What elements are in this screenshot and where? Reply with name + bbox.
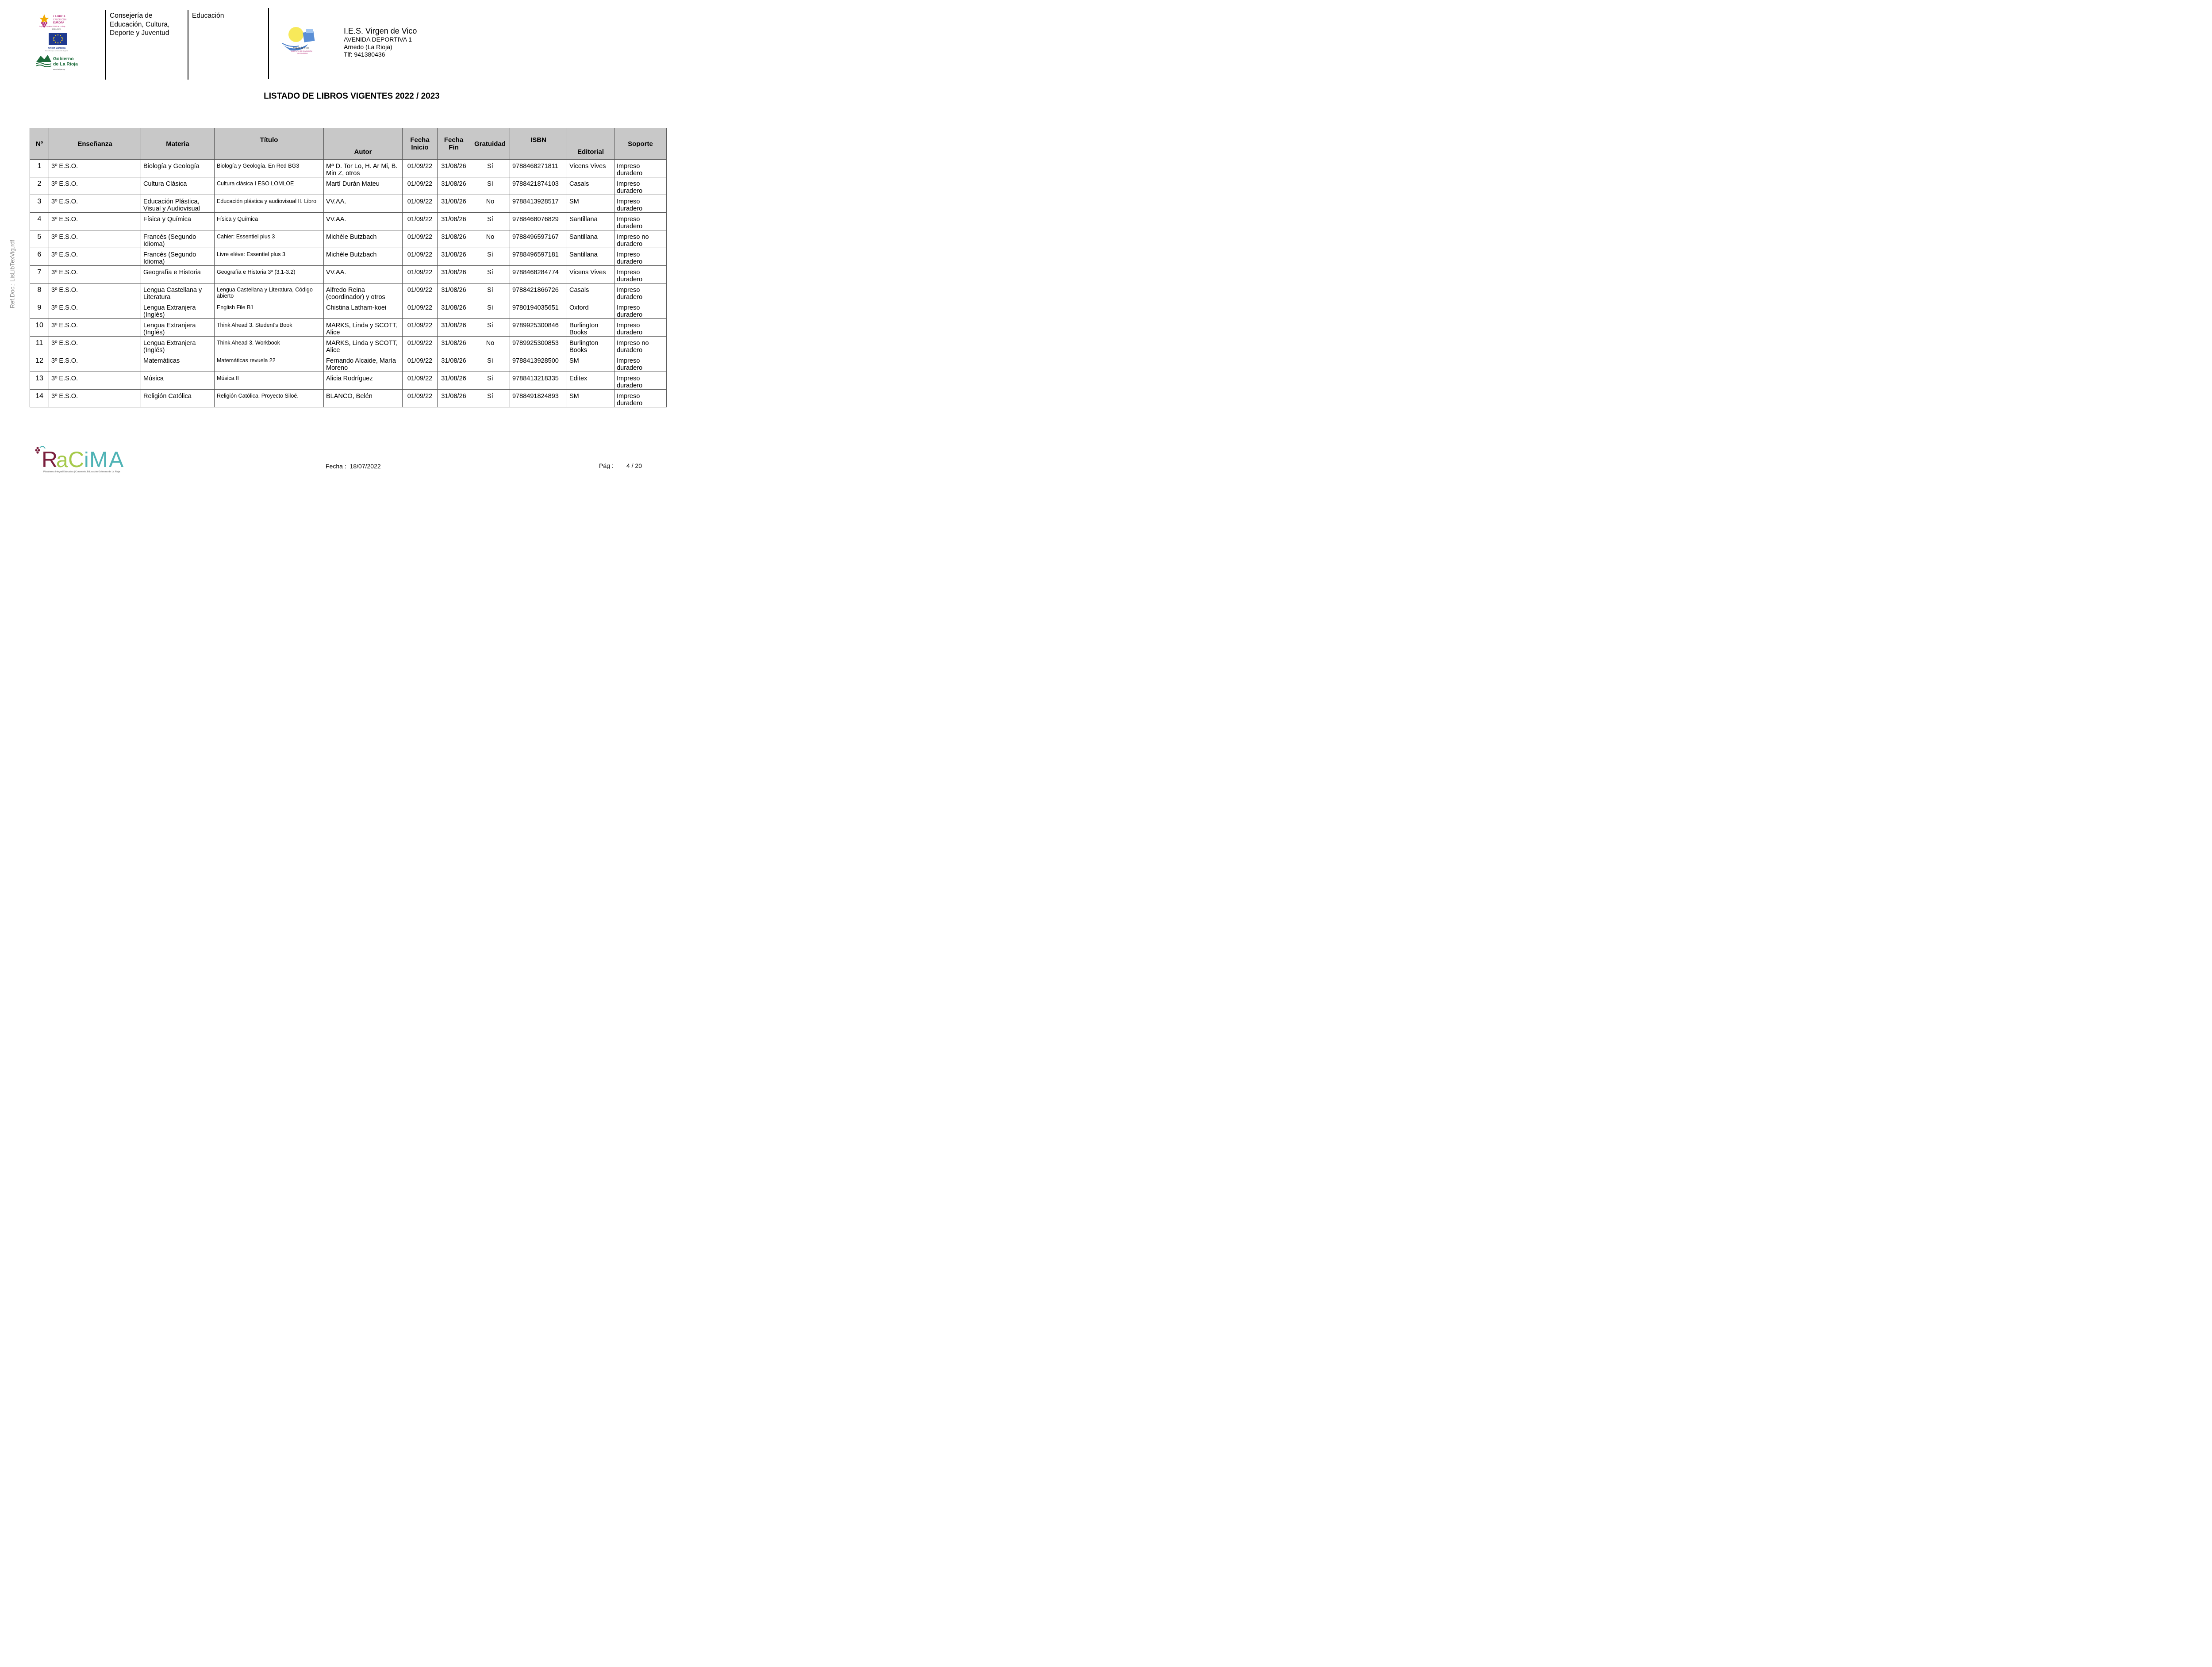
cell-num: 13	[30, 372, 49, 390]
col-header-editorial: Editorial	[567, 128, 614, 160]
area-name: Educación	[192, 12, 224, 19]
table-row	[30, 195, 667, 213]
footer-date-label: Fecha :	[326, 463, 346, 470]
cell-materia: Lengua Extranjera (Inglés)	[141, 301, 215, 319]
cell-soporte: Impreso duradero	[614, 354, 667, 372]
books-table-body	[30, 160, 667, 407]
cell-materia: Lengua Castellana y Literatura	[141, 284, 215, 301]
cell-num: 1	[30, 160, 49, 177]
cell-titulo: English File B1	[215, 301, 324, 319]
cell-soporte: Impreso no duradero	[614, 337, 667, 354]
cell-fecha-inicio: 01/09/22	[403, 160, 438, 177]
document-reference: Ref.Doc.: LisLibTexVig.rdf	[9, 239, 16, 309]
cell-titulo: Cultura clásica I ESO LOMLOE	[215, 177, 324, 195]
cell-fecha-inicio: 01/09/22	[403, 372, 438, 390]
cell-gratuidad: Sí	[470, 372, 510, 390]
cell-isbn: 9788496597167	[510, 230, 567, 248]
cell-materia: Lengua Extranjera (Inglés)	[141, 337, 215, 354]
cell-materia: Francés (Segundo Idioma)	[141, 248, 215, 266]
school-phone: Tlf: 941380436	[344, 51, 385, 58]
cell-soporte: Impreso duradero	[614, 319, 667, 337]
cell-soporte: Impreso duradero	[614, 160, 667, 177]
cell-materia: Cultura Clásica	[141, 177, 215, 195]
cell-ensenanza: 3º E.S.O.	[49, 301, 141, 319]
cell-titulo: Lengua Castellana y Literatura, Código abierto	[215, 284, 324, 301]
racima-logo	[33, 444, 131, 476]
cell-fecha-fin: 31/08/26	[438, 372, 470, 390]
cell-autor: Alicia Rodríguez	[324, 372, 403, 390]
cell-fecha-inicio: 01/09/22	[403, 284, 438, 301]
svg-text:Plataforma Integral Educativa: Plataforma Integral Educativa | Consejería Educación Gobierno de La Rioja	[43, 471, 120, 473]
cell-editorial: Oxford	[567, 301, 614, 319]
cell-ensenanza: 3º E.S.O.	[49, 354, 141, 372]
cell-titulo: Matemáticas revuela 22	[215, 354, 324, 372]
svg-text:de La Rioja: de La Rioja	[53, 61, 78, 67]
cell-titulo: Geografía e Historia 3º (3.1-3.2)	[215, 266, 324, 284]
cell-editorial: Santillana	[567, 213, 614, 230]
cell-fecha-fin: 31/08/26	[438, 230, 470, 248]
svg-text:Programa Operativo FEDER de La: Programa Operativo FEDER de La Rioja	[39, 26, 65, 27]
svg-text:CRECE CON: CRECE CON	[53, 19, 67, 21]
footer-page-number: 4 / 20	[626, 462, 642, 469]
cell-soporte: Impreso duradero	[614, 248, 667, 266]
cell-isbn: 9788496597181	[510, 248, 567, 266]
cell-gratuidad: Sí	[470, 301, 510, 319]
cell-titulo: Biología y Geología. En Red BG3	[215, 160, 324, 177]
cell-fecha-inicio: 01/09/22	[403, 248, 438, 266]
table-row	[30, 372, 667, 390]
cell-soporte: Impreso no duradero	[614, 230, 667, 248]
cell-fecha-fin: 31/08/26	[438, 248, 470, 266]
svg-text:a: a	[56, 448, 68, 472]
cell-gratuidad: Sí	[470, 319, 510, 337]
cell-autor: MARKS, Linda y SCOTT, Alice	[324, 319, 403, 337]
cell-isbn: 9789925300853	[510, 337, 567, 354]
cell-fecha-inicio: 01/09/22	[403, 301, 438, 319]
cell-autor: BLANCO, Belén	[324, 390, 403, 407]
cell-gratuidad: No	[470, 230, 510, 248]
cell-num: 14	[30, 390, 49, 407]
col-header-soporte: Soporte	[614, 128, 667, 160]
cell-gratuidad: No	[470, 337, 510, 354]
cell-soporte: Impreso duradero	[614, 390, 667, 407]
header-divider	[268, 8, 269, 79]
cell-fecha-inicio: 01/09/22	[403, 337, 438, 354]
svg-text:Unión Europea: Unión Europea	[48, 47, 66, 50]
cell-gratuidad: Sí	[470, 284, 510, 301]
svg-text:M: M	[89, 447, 108, 472]
table-row	[30, 319, 667, 337]
cell-soporte: Impreso duradero	[614, 266, 667, 284]
cell-ensenanza: 3º E.S.O.	[49, 248, 141, 266]
svg-text:SECUNDARIA: SECUNDARIA	[297, 53, 308, 54]
svg-text:2014-2020: 2014-2020	[52, 28, 61, 30]
cell-editorial: Editex	[567, 372, 614, 390]
footer-date-value: 18/07/2022	[349, 463, 381, 470]
table-row	[30, 160, 667, 177]
cell-soporte: Impreso duradero	[614, 195, 667, 213]
cell-ensenanza: 3º E.S.O.	[49, 372, 141, 390]
table-header-row	[30, 128, 667, 160]
cell-isbn: 9788413928517	[510, 195, 567, 213]
cell-autor: Fernando Alcaide, María Moreno	[324, 354, 403, 372]
svg-text:R: R	[42, 447, 58, 472]
cell-isbn: 9788468076829	[510, 213, 567, 230]
cell-gratuidad: Sí	[470, 266, 510, 284]
col-header-fecha-fin: Fecha Fin	[438, 128, 470, 160]
cell-materia: Matemáticas	[141, 354, 215, 372]
cell-titulo: Livre elève: Essentiel plus 3	[215, 248, 324, 266]
cell-soporte: Impreso duradero	[614, 372, 667, 390]
cell-num: 10	[30, 319, 49, 337]
cell-ensenanza: 3º E.S.O.	[49, 177, 141, 195]
cell-fecha-fin: 31/08/26	[438, 337, 470, 354]
cell-fecha-inicio: 01/09/22	[403, 177, 438, 195]
cell-isbn: 9788468284774	[510, 266, 567, 284]
cell-num: 6	[30, 248, 49, 266]
cell-autor: Martí Durán Mateu	[324, 177, 403, 195]
school-city: Arnedo (La Rioja)	[344, 43, 392, 50]
footer-page-label: Pág :	[599, 462, 614, 469]
svg-text:Fondo Europeo de Desarrollo Re: Fondo Europeo de Desarrollo Regional	[45, 50, 69, 52]
table-row	[30, 301, 667, 319]
cell-ensenanza: 3º E.S.O.	[49, 195, 141, 213]
header-divider	[105, 10, 106, 80]
cell-editorial: Vicens Vives	[567, 160, 614, 177]
cell-ensenanza: 3º E.S.O.	[49, 319, 141, 337]
cell-fecha-inicio: 01/09/22	[403, 213, 438, 230]
cell-ensenanza: 3º E.S.O.	[49, 213, 141, 230]
col-header-gratuidad: Gratuidad	[470, 128, 510, 160]
cell-titulo: Religión Católica. Proyecto Siloé.	[215, 390, 324, 407]
cell-ensenanza: 3º E.S.O.	[49, 284, 141, 301]
col-header-ensenanza: Enseñanza	[49, 128, 141, 160]
cell-autor: VV.AA.	[324, 266, 403, 284]
col-header-fecha-inicio: Fecha Inicio	[403, 128, 438, 160]
cell-materia: Biología y Geología	[141, 160, 215, 177]
document-title: LISTADO DE LIBROS VIGENTES 2022 / 2023	[264, 92, 440, 101]
svg-text:Gobierno: Gobierno	[53, 56, 74, 61]
cell-isbn: 9788468271811	[510, 160, 567, 177]
cell-editorial: Santillana	[567, 230, 614, 248]
cell-materia: Lengua Extranjera (Inglés)	[141, 319, 215, 337]
cell-fecha-fin: 31/08/26	[438, 319, 470, 337]
cell-num: 7	[30, 266, 49, 284]
cell-ensenanza: 3º E.S.O.	[49, 266, 141, 284]
cell-num: 4	[30, 213, 49, 230]
cell-gratuidad: Sí	[470, 177, 510, 195]
cell-editorial: Vicens Vives	[567, 266, 614, 284]
table-row	[30, 266, 667, 284]
cell-titulo: Cahier: Essentiel plus 3	[215, 230, 324, 248]
cell-editorial: Burlington Books	[567, 337, 614, 354]
cell-soporte: Impreso duradero	[614, 177, 667, 195]
table-row	[30, 230, 667, 248]
school-logo	[281, 26, 325, 57]
cell-autor: VV.AA.	[324, 213, 403, 230]
cell-isbn: 9780194035651	[510, 301, 567, 319]
cell-num: 8	[30, 284, 49, 301]
cell-titulo: Think Ahead 3. Workbook	[215, 337, 324, 354]
svg-text:Virgen de Vico: Virgen de Vico	[293, 47, 309, 50]
col-header-titulo: Título	[215, 128, 324, 160]
cell-fecha-fin: 31/08/26	[438, 284, 470, 301]
cell-num: 5	[30, 230, 49, 248]
cell-fecha-fin: 31/08/26	[438, 195, 470, 213]
cell-gratuidad: No	[470, 195, 510, 213]
cell-autor: VV.AA.	[324, 195, 403, 213]
cell-gratuidad: Sí	[470, 160, 510, 177]
table-row	[30, 284, 667, 301]
cell-titulo: Física y Química	[215, 213, 324, 230]
cell-fecha-inicio: 01/09/22	[403, 266, 438, 284]
rioja-europa-logo	[35, 13, 83, 72]
footer-date	[326, 463, 381, 470]
cell-isbn: 9788491824893	[510, 390, 567, 407]
table-row	[30, 354, 667, 372]
cell-isbn: 9788413218335	[510, 372, 567, 390]
svg-text:INSTITUTO DE EDUCACIÓN: INSTITUTO DE EDUCACIÓN	[291, 50, 312, 52]
cell-num: 2	[30, 177, 49, 195]
cell-editorial: Burlington Books	[567, 319, 614, 337]
cell-fecha-fin: 31/08/26	[438, 213, 470, 230]
books-table	[30, 128, 667, 407]
cell-materia: Física y Química	[141, 213, 215, 230]
cell-isbn: 9788421874103	[510, 177, 567, 195]
cell-fecha-fin: 31/08/26	[438, 266, 470, 284]
cell-gratuidad: Sí	[470, 390, 510, 407]
school-address: AVENIDA DEPORTIVA 1	[344, 36, 412, 43]
cell-fecha-fin: 31/08/26	[438, 390, 470, 407]
cell-autor: Michèle Butzbach	[324, 248, 403, 266]
cell-fecha-inicio: 01/09/22	[403, 319, 438, 337]
cell-editorial: Casals	[567, 177, 614, 195]
col-header-autor: Autor	[324, 128, 403, 160]
cell-num: 9	[30, 301, 49, 319]
cell-editorial: SM	[567, 195, 614, 213]
cell-num: 3	[30, 195, 49, 213]
cell-gratuidad: Sí	[470, 354, 510, 372]
cell-fecha-fin: 31/08/26	[438, 160, 470, 177]
institutional-logos	[35, 13, 83, 72]
cell-fecha-fin: 31/08/26	[438, 177, 470, 195]
cell-fecha-inicio: 01/09/22	[403, 230, 438, 248]
table-row	[30, 213, 667, 230]
svg-text:LA RIOJA: LA RIOJA	[53, 15, 65, 18]
cell-fecha-fin: 31/08/26	[438, 354, 470, 372]
table-row	[30, 248, 667, 266]
svg-text:C: C	[68, 447, 84, 472]
cell-fecha-inicio: 01/09/22	[403, 390, 438, 407]
svg-text:A: A	[109, 447, 124, 472]
table-row	[30, 390, 667, 407]
cell-titulo: Música II	[215, 372, 324, 390]
cell-ensenanza: 3º E.S.O.	[49, 160, 141, 177]
col-header-materia: Materia	[141, 128, 215, 160]
cell-soporte: Impreso duradero	[614, 213, 667, 230]
department-name: Consejería de Educación, Cultura, Deporte y Juventud	[110, 12, 170, 37]
cell-isbn: 9788421866726	[510, 284, 567, 301]
cell-fecha-inicio: 01/09/22	[403, 354, 438, 372]
cell-fecha-inicio: 01/09/22	[403, 195, 438, 213]
cell-titulo: Think Ahead 3. Student's Book	[215, 319, 324, 337]
cell-materia: Religión Católica	[141, 390, 215, 407]
cell-ensenanza: 3º E.S.O.	[49, 390, 141, 407]
cell-autor: MARKS, Linda y SCOTT, Alice	[324, 337, 403, 354]
svg-text:i: i	[84, 448, 89, 472]
table-row	[30, 337, 667, 354]
cell-isbn: 9788413928500	[510, 354, 567, 372]
svg-text:EUROPA: EUROPA	[53, 22, 65, 24]
cell-autor: Michèle Butzbach	[324, 230, 403, 248]
cell-fecha-fin: 31/08/26	[438, 301, 470, 319]
cell-editorial: Santillana	[567, 248, 614, 266]
cell-autor: Chistina Latham-koei	[324, 301, 403, 319]
cell-ensenanza: 3º E.S.O.	[49, 230, 141, 248]
cell-num: 12	[30, 354, 49, 372]
school-name: I.E.S. Virgen de Vico	[344, 27, 417, 35]
svg-text:www.larioja.org: www.larioja.org	[53, 68, 65, 70]
cell-materia: Geografía e Historia	[141, 266, 215, 284]
cell-editorial: SM	[567, 354, 614, 372]
cell-isbn: 9789925300846	[510, 319, 567, 337]
col-header-isbn: ISBN	[510, 128, 567, 160]
col-header-num: Nº	[30, 128, 49, 160]
cell-autor: Alfredo Reina (coordinador) y otros	[324, 284, 403, 301]
cell-materia: Educación Plástica, Visual y Audiovisual	[141, 195, 215, 213]
cell-materia: Música	[141, 372, 215, 390]
cell-autor: Mª D. Tor Lo, H. Ar Mi, B. Min Z, otros	[324, 160, 403, 177]
cell-materia: Francés (Segundo Idioma)	[141, 230, 215, 248]
cell-editorial: Casals	[567, 284, 614, 301]
cell-gratuidad: Sí	[470, 213, 510, 230]
table-row	[30, 177, 667, 195]
cell-ensenanza: 3º E.S.O.	[49, 337, 141, 354]
cell-soporte: Impreso duradero	[614, 284, 667, 301]
school-info	[344, 27, 417, 58]
cell-gratuidad: Sí	[470, 248, 510, 266]
cell-titulo: Educación plástica y audiovisual II. Libro	[215, 195, 324, 213]
cell-editorial: SM	[567, 390, 614, 407]
cell-num: 11	[30, 337, 49, 354]
cell-soporte: Impreso duradero	[614, 301, 667, 319]
